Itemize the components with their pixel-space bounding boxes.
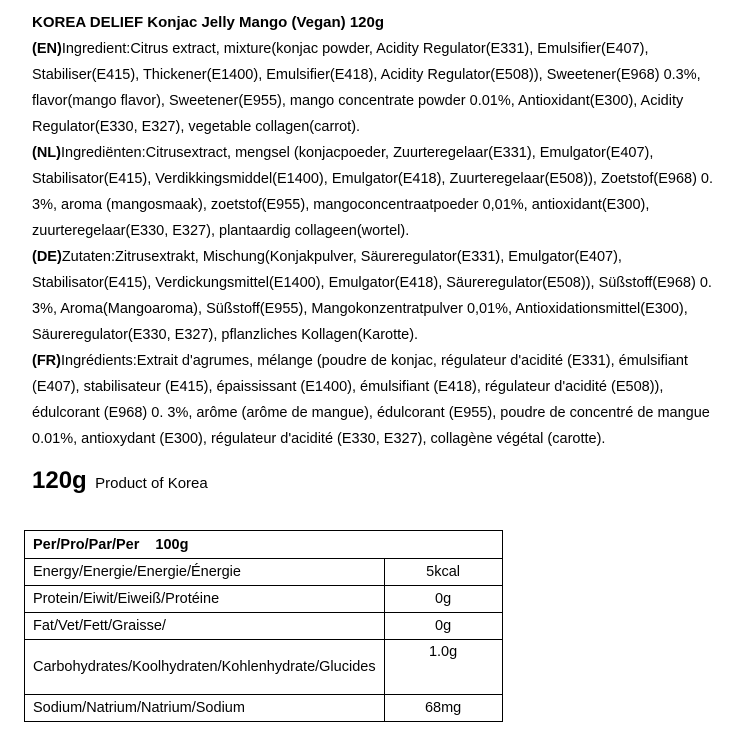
nutrition-row-energy [25,559,503,586]
nutrient-name: Carbohydrates/Koolhydraten/Kohlenhydrate/Glucides [25,640,385,695]
product-title: KOREA DELIEF Konjac Jelly Mango (Vegan) 120g [32,14,385,31]
ingredients-fr [32,348,732,452]
nutrition-header-cell [25,531,503,559]
ingredients-text-fr: Ingrédients:Extrait d'agrumes, mélange (poudre de konjac, régulateur d'acidité (E331), émulsifiant (E407), stabilisateur (E415), épaississant (E1400), émulsifiant (E418), régulateur d'acidité (E508)), édulcorant (E968) 0. 3%, arôme (arôme de mangue), édulcorant (E955), poudre de concentré de mangue 0.01%, antioxydant (E300), régulateur d'acidité (E330, E327), collagène végétal (carotte). [32,353,710,447]
ingredients-nl [32,140,732,244]
language-code-nl: (NL) [32,145,61,161]
nutrition-table [24,530,503,722]
nutrient-value: 5kcal [384,559,502,586]
nutrition-row-sodium [25,695,503,722]
nutrition-header-row [25,531,503,559]
nutrition-header-amount: 100g [155,536,189,553]
product-label [32,12,732,496]
nutrient-name: Fat/Vet/Fett/Graisse/ [25,613,385,640]
ingredients-en [32,36,732,140]
nutrient-value: 68mg [384,695,502,722]
language-code-fr: (FR) [32,353,61,369]
nutrient-value: 1.0g [384,640,502,695]
nutrient-value: 0g [384,613,502,640]
ingredients-text-nl: Ingrediënten:Citrusextract, mengsel (konjacpoeder, Zuurteregelaar(E331), Emulgator(E407), Stabilisator(E415), Verdikkingsmiddel(E1400), Emulgator(E418), Zuurteregelaar(E508)), Zoetstof(E968) 0. 3%, aroma (mangosmaak), zoetstof(E955), mangoconcentraatpoeder 0,01%, antioxidant(E300), zuurteregelaar(E330, E327), plantaardig collageen(wortel). [32,145,714,239]
nutrition-row-carbohydrates [25,640,503,695]
language-code-en: (EN) [32,41,62,57]
nutrition-header-label: Per/Pro/Par/Per [33,536,140,553]
ingredients-de [32,244,732,348]
origin-text: Product of Korea [95,475,208,492]
nutrient-value: 0g [384,586,502,613]
nutrient-name: Energy/Energie/Energie/Énergie [25,559,385,586]
nutrition-row-protein [25,586,503,613]
nutrient-name: Sodium/Natrium/Natrium/Sodium [25,695,385,722]
net-weight: 120g [32,467,87,494]
nutrient-name: Protein/Eiwit/Eiweiß/Protéine [25,586,385,613]
language-code-de: (DE) [32,249,62,265]
ingredients-text-de: Zutaten:Zitrusextrakt, Mischung(Konjakpulver, Säureregulator(E331), Emulgator(E407), Stabilisator(E415), Verdickungsmittel(E1400), Emulgator(E418), Säureregulator(E508)), Süßstoff(E968) 0. 3%, Aroma(Mangoaroma), Süßstoff(E955), Mangokonzentratpulver 0,01%, Antioxidationsmittel(E300), Säureregulator(E330, E327), pflanzliches Kollagen(Karotte). [32,249,712,343]
ingredients-text-en: Ingredient:Citrus extract, mixture(konjac powder, Acidity Regulator(E331), Emulsifier(E407), Stabiliser(E415), Thickener(E1400), Emulsifier(E418), Acidity Regulator(E508)), Sweetener(E968) 0.3%, flavor(mango flavor), Sweetener(E955), mango concentrate powder 0.01%, Antioxidant(E300), Acidity Regulator(E330, E327), vegetable collagen(carrot). [32,41,701,135]
net-weight-row [32,466,732,496]
nutrition-row-fat [25,613,503,640]
